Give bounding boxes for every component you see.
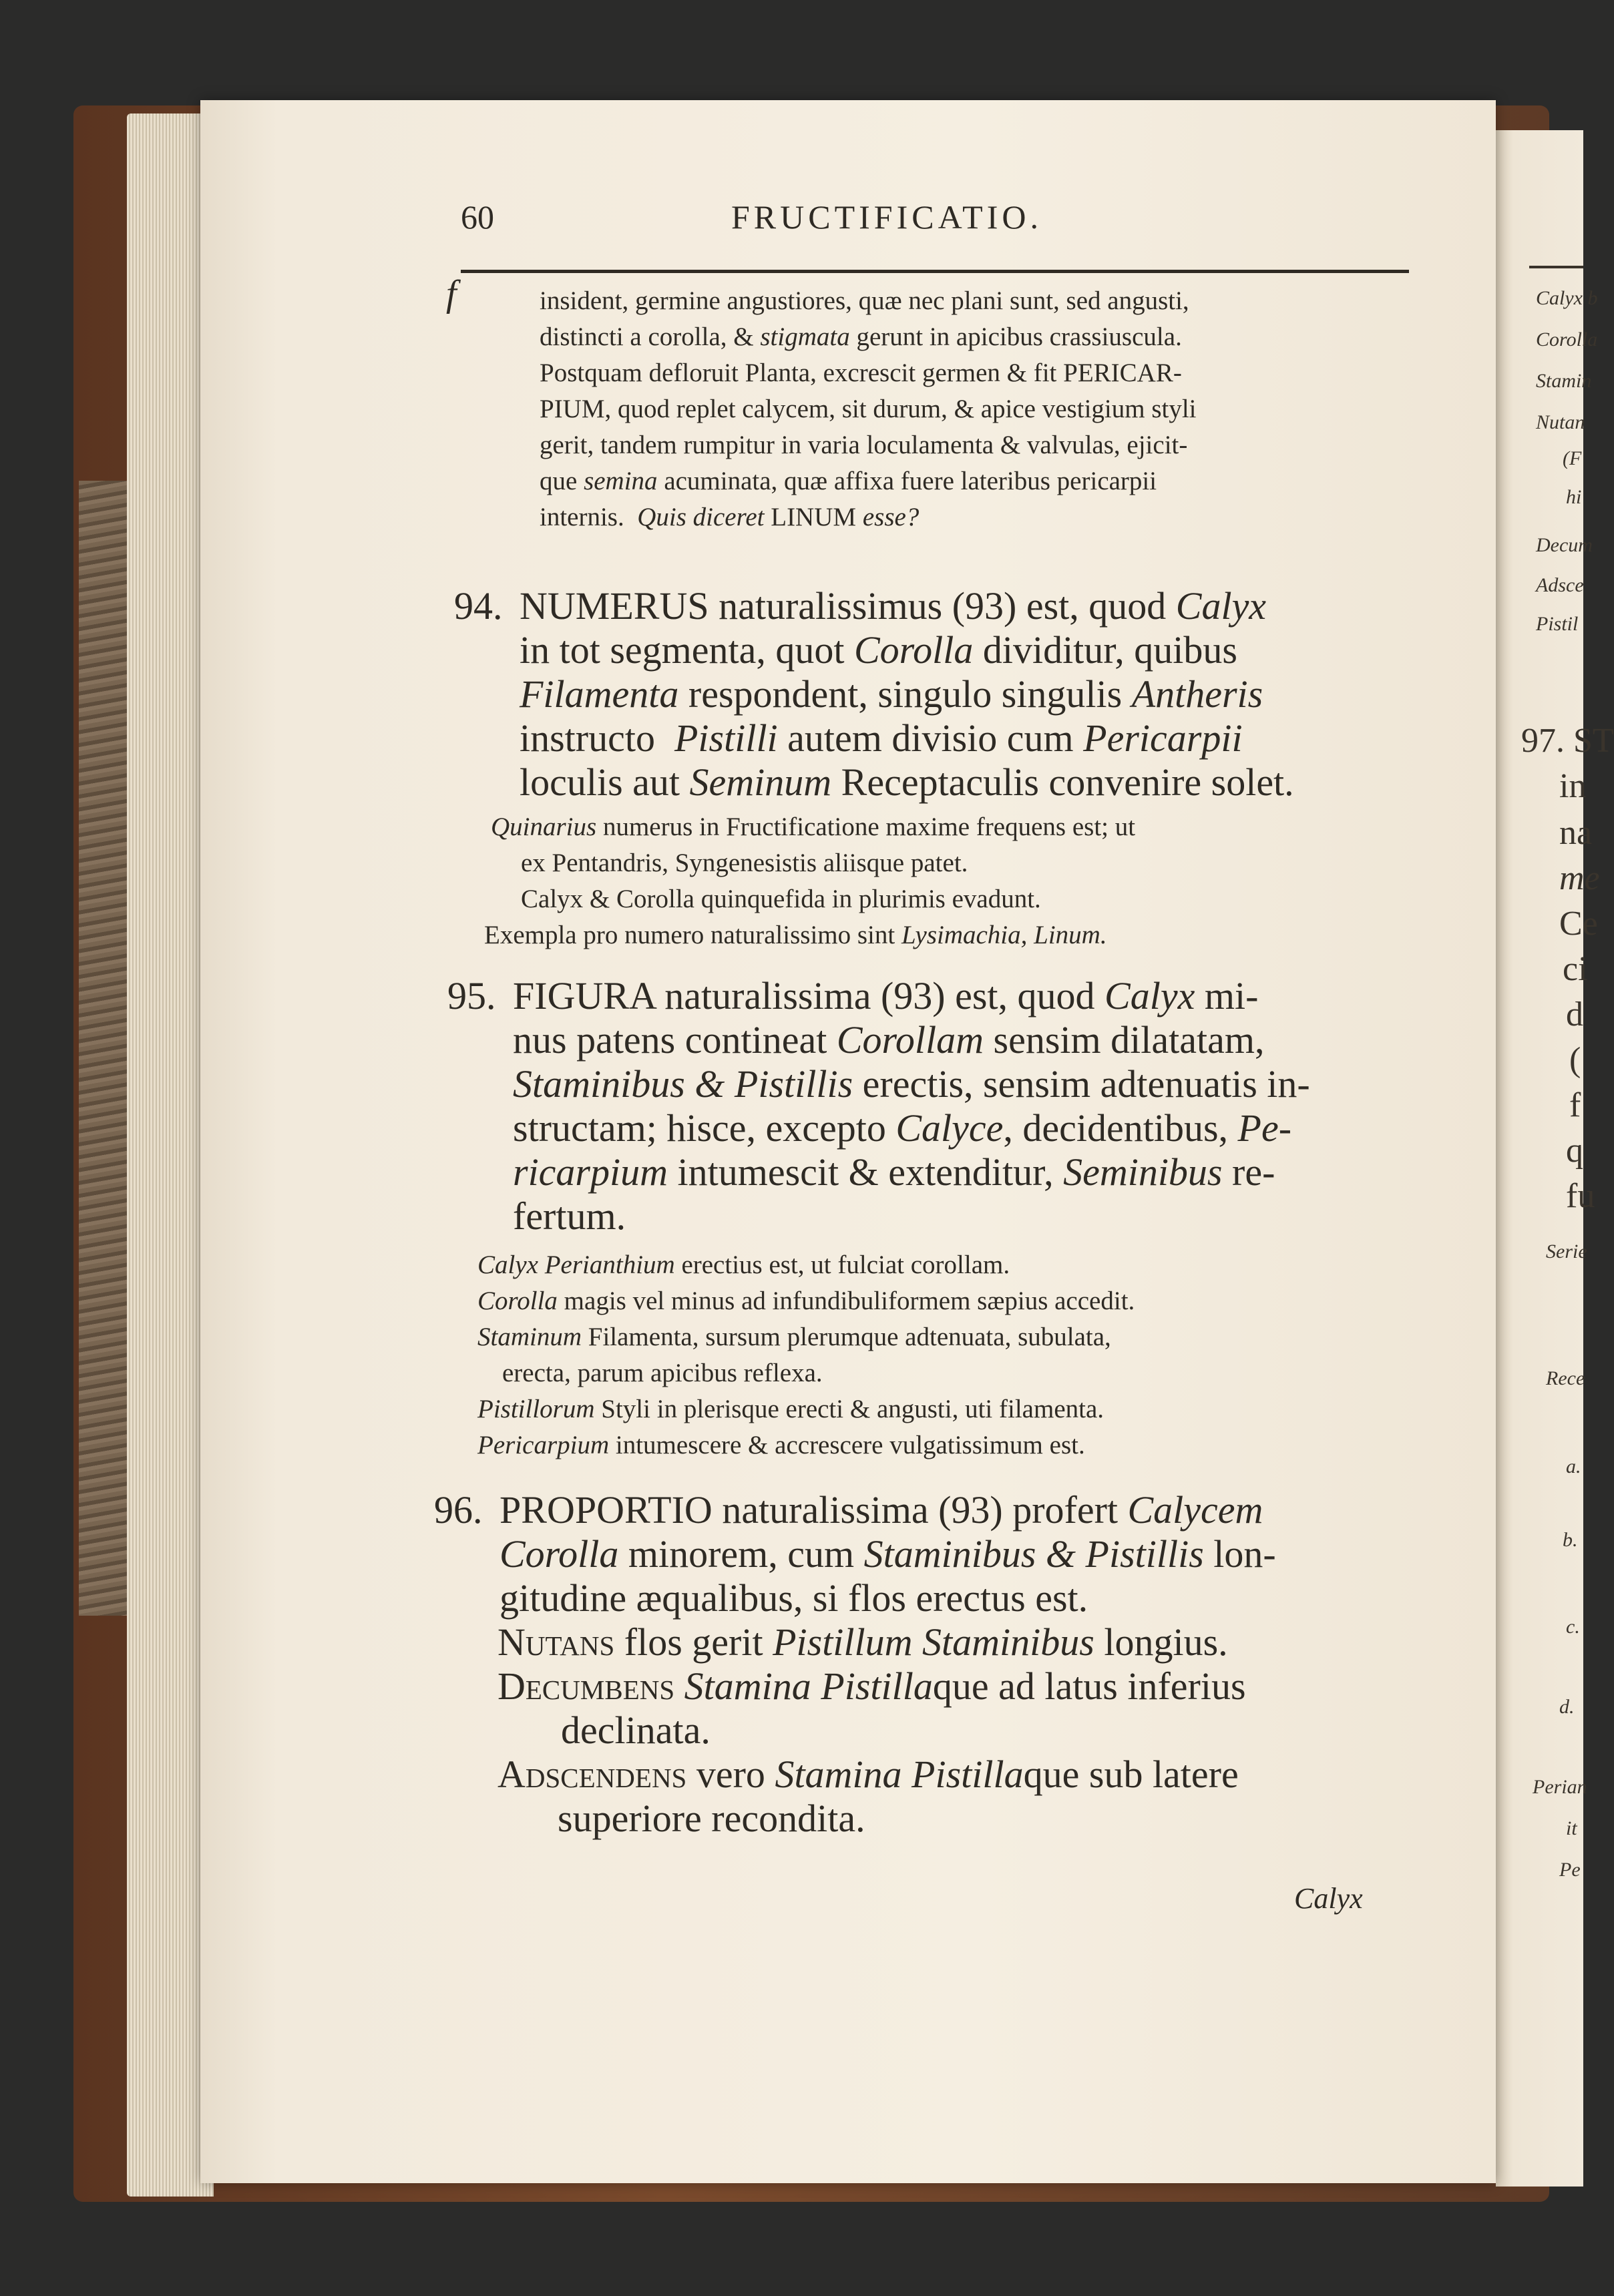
- text-line: nus patens contineat Corollam sensim dilatatam,: [513, 1018, 1265, 1062]
- text-line: FIGURA naturalissima (93) est, quod Calyx mi-: [513, 974, 1259, 1017]
- text-line: insident, germine angustiores, quæ nec plani sunt, sed angusti,: [540, 286, 1189, 315]
- section-number: 96.: [434, 1488, 483, 1532]
- facing-line: hi: [1566, 486, 1582, 508]
- section-number: 95.: [447, 974, 496, 1017]
- text-line: Corolla minorem, cum Staminibus & Pistillis lon-: [499, 1532, 1276, 1576]
- facing-line: f: [1569, 1086, 1581, 1124]
- facing-line: b.: [1563, 1529, 1578, 1551]
- text-line: Staminibus & Pistillis erectis, sensim adtenuatis in-: [513, 1062, 1310, 1106]
- catchword: Calyx: [1294, 1882, 1363, 1915]
- text-line: Postquam defloruit Planta, excrescit germen & fit PERICAR-: [540, 359, 1182, 387]
- note-line: Quinarius numerus in Fructificatione maxime frequens est; ut: [491, 813, 1136, 841]
- facing-line: ci: [1563, 950, 1588, 988]
- facing-line: Stamin: [1536, 370, 1592, 392]
- header-rule: [461, 270, 1409, 273]
- facing-line: a.: [1566, 1455, 1581, 1477]
- text-line: Filamenta respondent, singulo singulis Antheris: [520, 672, 1263, 716]
- text-line: distincti a corolla, & stigmata gerunt in apicibus crassiuscula.: [540, 322, 1182, 351]
- facing-line: d: [1566, 995, 1583, 1034]
- facing-line: q: [1566, 1132, 1583, 1170]
- text-line: Decumbens Stamina Pistillaque ad latus inferius: [497, 1664, 1246, 1708]
- facing-line: in: [1559, 767, 1587, 805]
- note-line: Staminum Filamenta, sursum plerumque adtenuata, subulata,: [477, 1323, 1111, 1351]
- facing-line: fu: [1566, 1177, 1595, 1215]
- page-number: 60: [461, 198, 494, 236]
- text-line: que semina acuminata, quæ affixa fuere lateribus pericarpii: [540, 467, 1157, 495]
- note-line: Calyx & Corolla quinquefida in plurimis evadunt.: [521, 885, 1041, 913]
- text-line: loculis aut Seminum Receptaculis convenire solet.: [520, 760, 1294, 804]
- text-line: instructo Pistilli autem divisio cum Pericarpii: [520, 716, 1243, 760]
- facing-line: Ce: [1559, 905, 1598, 943]
- note-line: Pericarpium intumescere & accrescere vulgatissimum est.: [477, 1431, 1085, 1459]
- facing-line: Pe: [1559, 1859, 1581, 1881]
- facing-line: 97. ST: [1521, 722, 1614, 760]
- text-line: superiore recondita.: [558, 1797, 865, 1840]
- facing-line: Serie: [1546, 1240, 1587, 1262]
- text-line: Nutans flos gerit Pistillum Staminibus longius.: [497, 1620, 1228, 1664]
- facing-line: Decum: [1536, 534, 1593, 556]
- text-line: in tot segmenta, quot Corolla dividitur, quibus: [520, 628, 1237, 672]
- facing-line: (F: [1563, 447, 1582, 469]
- facing-line: d.: [1559, 1696, 1575, 1718]
- text-line: ricarpium intumescit & extenditur, Seminibus re-: [513, 1150, 1275, 1194]
- facing-page-rule: [1529, 266, 1583, 268]
- facing-line: (: [1569, 1041, 1581, 1079]
- text-line: gitudine æqualibus, si flos erectus est.: [499, 1576, 1088, 1620]
- facing-line: na: [1559, 814, 1593, 852]
- text-line: internis. Quis diceret LINUM esse?: [540, 503, 920, 531]
- text-line: PIUM, quod replet calycem, sit durum, & apice vestigium styli: [540, 395, 1197, 423]
- marbled-board: [79, 481, 132, 1616]
- facing-line: me: [1559, 859, 1600, 897]
- facing-line: Adsce: [1536, 574, 1584, 596]
- text-line: structam; hisce, excepto Calyce, decidentibus, Pe-: [513, 1106, 1292, 1150]
- facing-line: Pistil: [1536, 613, 1579, 635]
- facing-line: Corolla: [1536, 328, 1598, 351]
- note-line: Pistillorum Styli in plerisque erecti & angusti, uti filamenta.: [477, 1395, 1104, 1423]
- text-line: PROPORTIO naturalissima (93) profert Calycem: [499, 1488, 1263, 1532]
- facing-line: it: [1566, 1817, 1577, 1839]
- text-line: gerit, tandem rumpitur in varia loculamenta & valvulas, ejicit-: [540, 431, 1188, 459]
- facing-line: Nutan: [1536, 411, 1585, 433]
- text-line: declinata.: [561, 1708, 711, 1752]
- text-line: fertum.: [513, 1194, 626, 1238]
- facing-line: Calyx b: [1536, 287, 1598, 309]
- note-line: Corolla magis vel minus ad infundibuliformem sæpius accedit.: [477, 1287, 1135, 1315]
- facing-line: Rece: [1546, 1367, 1585, 1389]
- note-line: erecta, parum apicibus reflexa.: [502, 1359, 823, 1387]
- text-line: Adscendens vero Stamina Pistillaque sub latere: [497, 1753, 1239, 1796]
- running-title: FRUCTIFICATIO.: [731, 198, 1042, 236]
- note-line: Calyx Perianthium erectius est, ut fulciat corollam.: [477, 1250, 1010, 1279]
- note-line: Exempla pro numero naturalissimo sint Lysimachia, Linum.: [484, 921, 1107, 949]
- section-number: 94.: [454, 584, 503, 628]
- note-line: ex Pentandris, Syngenesistis aliisque patet.: [521, 849, 968, 877]
- text-line: NUMERUS naturalissimus (93) est, quod Calyx: [520, 584, 1267, 628]
- facing-line: c.: [1566, 1616, 1580, 1638]
- margin-mark: f: [446, 273, 457, 314]
- facing-line: Perian: [1533, 1776, 1587, 1798]
